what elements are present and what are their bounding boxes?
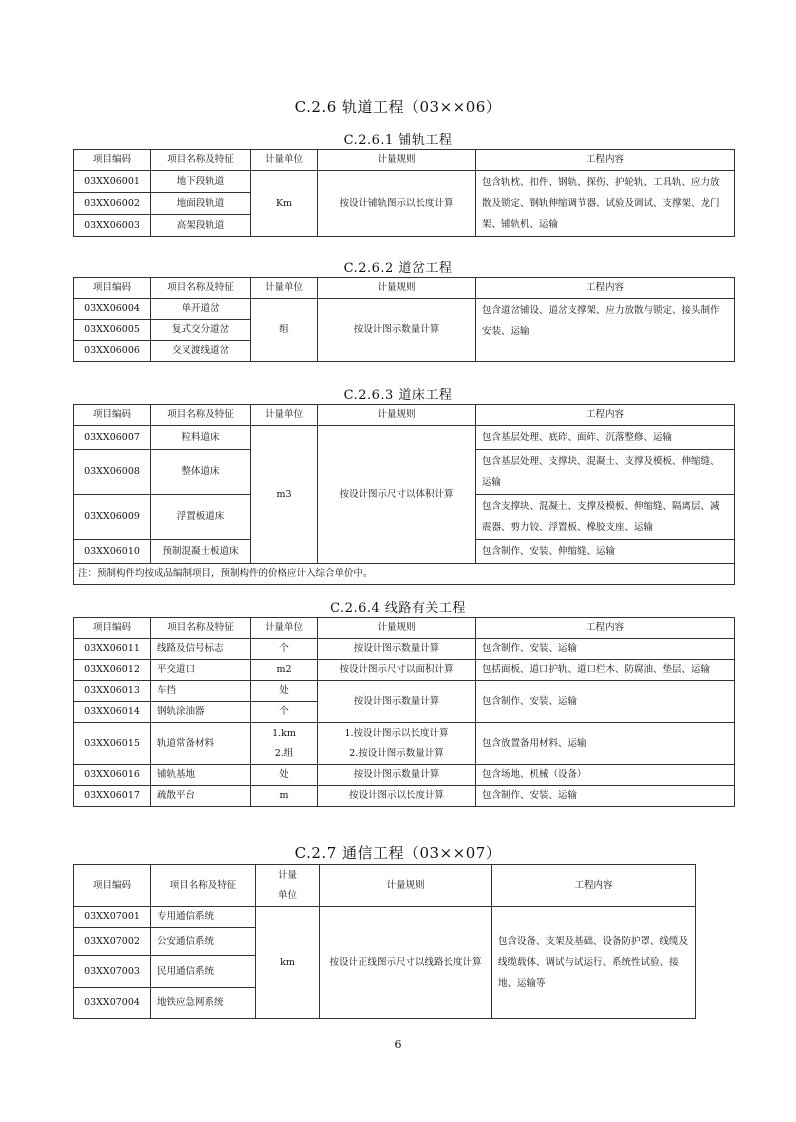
item-name: 线路及信号标志 [151, 639, 251, 660]
rule-line-1: 1.按设计图示以长度计算 [344, 727, 449, 739]
item-content: 包含道岔铺设、道岔支撑架、应力放散与锁定、接头制作安装、运输 [476, 299, 735, 362]
header-code: 项目编码 [74, 618, 151, 639]
table-note: 注：预制构件均按成品编制项目，预制构件的价格应计入综合单价中。 [74, 564, 735, 585]
turnout-table [73, 277, 735, 362]
item-unit: km [256, 907, 320, 1019]
item-unit: 个 [251, 639, 318, 660]
item-unit: m3 [251, 426, 318, 564]
item-code: 03XX06016 [74, 765, 151, 786]
item-code: 03XX06009 [74, 495, 151, 540]
line-related-table [73, 617, 735, 807]
item-code: 03XX06007 [74, 426, 151, 450]
item-rule: 按设计图示数量计算 [318, 639, 476, 660]
item-rule: 按设计图示数量计算 [318, 765, 476, 786]
item-code: 03XX06005 [74, 320, 151, 341]
item-name: 整体道床 [151, 450, 251, 495]
rule-line-2: 2.按设计图示数量计算 [349, 747, 444, 759]
communication-table [73, 864, 696, 1019]
header-unit: 计量单位 [251, 618, 318, 639]
item-unit [251, 723, 318, 765]
table-row [74, 765, 735, 786]
item-name: 预制混凝土板道床 [151, 540, 251, 564]
table-row [74, 299, 735, 320]
item-unit: 组 [251, 299, 318, 362]
item-content: 包含制作、安装、运输 [476, 681, 735, 723]
item-name: 民用通信系统 [151, 956, 256, 988]
item-name: 复式交分道岔 [151, 320, 251, 341]
item-code: 03XX06011 [74, 639, 151, 660]
header-code: 项目编码 [74, 865, 151, 907]
item-content: 包括面板、道口护轨、道口栏木、防腐油、垫层、运输 [476, 660, 735, 681]
item-code: 03XX06013 [74, 681, 151, 702]
item-content: 包含制作、安装、运输 [476, 786, 735, 807]
item-code: 03XX06006 [74, 341, 151, 362]
item-name: 钢轨涂油器 [151, 702, 251, 723]
section-title-c27: C.2.7 通信工程（03××07） [294, 844, 502, 862]
item-name: 铺轨基地 [151, 765, 251, 786]
item-content: 包含放置备用材料、运输 [476, 723, 735, 765]
item-code: 03XX06002 [74, 193, 151, 215]
item-unit: 处 [251, 765, 318, 786]
item-name: 高架段轨道 [151, 215, 251, 237]
item-name: 平交道口 [151, 660, 251, 681]
table-row [74, 171, 735, 193]
unit-line-1: 1.km [272, 727, 296, 739]
item-code: 03XX07003 [74, 956, 151, 988]
table-row [74, 907, 696, 928]
item-code: 03XX06014 [74, 702, 151, 723]
header-name: 项目名称及特征 [151, 405, 251, 426]
item-name: 单开道岔 [151, 299, 251, 320]
header-content: 工程内容 [476, 150, 735, 171]
table-row [74, 426, 735, 450]
item-code: 03XX06001 [74, 171, 151, 193]
header-rule: 计量规则 [318, 405, 476, 426]
section-title-c26: C.2.6 轨道工程（03××06） [294, 98, 502, 116]
table-row [74, 723, 735, 765]
item-code: 03XX06003 [74, 215, 151, 237]
item-name: 疏散平台 [151, 786, 251, 807]
track-laying-table [73, 149, 735, 237]
unit-line-2: 2.组 [274, 747, 294, 759]
table-title-track-laying: C.2.6.1 铺轨工程 [343, 133, 453, 148]
table-row [74, 786, 735, 807]
item-code: 03XX06004 [74, 299, 151, 320]
header-content: 工程内容 [476, 405, 735, 426]
item-code: 03XX06008 [74, 450, 151, 495]
item-rule: 按设计图示尺寸以面积计算 [318, 660, 476, 681]
header-name: 项目名称及特征 [151, 150, 251, 171]
item-name: 粒料道床 [151, 426, 251, 450]
item-unit: 处 [251, 681, 318, 702]
table-note-row [74, 564, 735, 585]
header-unit: 计量单位 [251, 405, 318, 426]
table-title-turnout: C.2.6.2 道岔工程 [343, 261, 453, 276]
header-content: 工程内容 [492, 865, 696, 907]
header-rule: 计量规则 [320, 865, 492, 907]
page-number: 6 [394, 1038, 402, 1051]
header-unit: 计量单位 [251, 278, 318, 299]
item-content: 包含轨枕、扣件、钢轨、探伤、护轮轨、工具轨、应力放散及锁定、钢轨伸缩调节器、试验及调试、支撑架、龙门架、铺轨机、运输 [476, 171, 735, 237]
item-rule: 按设计铺轨图示以长度计算 [318, 171, 476, 237]
header-name: 项目名称及特征 [151, 865, 256, 907]
item-content: 包含基层处理、支撑块、混凝土、支撑及模板、伸缩缝、运输 [476, 450, 735, 495]
table-row [74, 660, 735, 681]
item-name: 地下段轨道 [151, 171, 251, 193]
table-title-track-bed: C.2.6.3 道床工程 [343, 388, 453, 403]
item-code: 03XX06010 [74, 540, 151, 564]
item-name: 车挡 [151, 681, 251, 702]
header-name: 项目名称及特征 [151, 278, 251, 299]
item-code: 03XX06012 [74, 660, 151, 681]
item-name: 轨道常备材料 [151, 723, 251, 765]
header-name: 项目名称及特征 [151, 618, 251, 639]
item-content: 包含基层处理、底砟、面砟、沉落整修、运输 [476, 426, 735, 450]
header-unit: 计量单位 [251, 150, 318, 171]
item-content: 包含制作、安装、运输 [476, 639, 735, 660]
item-content: 包含设备、支架及基础、设备防护罩、线缆及线缆载体、调试与试运行、系统性试验、接地、运输等 [492, 907, 696, 1019]
header-unit [256, 865, 320, 907]
item-unit: Km [251, 171, 318, 237]
item-name: 地铁应急网系统 [151, 988, 256, 1019]
item-unit: 个 [251, 702, 318, 723]
item-name: 交叉渡线道岔 [151, 341, 251, 362]
item-code: 03XX07004 [74, 988, 151, 1019]
item-code: 03XX06017 [74, 786, 151, 807]
item-name: 浮置板道床 [151, 495, 251, 540]
track-bed-table [73, 404, 735, 585]
item-content: 包含制作、安装、伸缩缝、运输 [476, 540, 735, 564]
table-title-line-related: C.2.6.4 线路有关工程 [330, 601, 466, 616]
header-rule: 计量规则 [318, 618, 476, 639]
item-rule: 按设计图示数量计算 [318, 299, 476, 362]
item-content: 包含支撑块、混凝土、支撑及模板、伸缩缝、隔离层、减震器、剪力铰、浮置板、橡胶支座、运输 [476, 495, 735, 540]
header-code: 项目编码 [74, 150, 151, 171]
header-content: 工程内容 [476, 278, 735, 299]
item-code: 03XX07002 [74, 928, 151, 956]
table-row [74, 639, 735, 660]
item-name: 公安通信系统 [151, 928, 256, 956]
header-unit-line-2: 单位 [277, 889, 297, 901]
header-unit-line-1: 计量 [277, 869, 297, 881]
item-rule: 按设计图示尺寸以体积计算 [318, 426, 476, 564]
item-unit: m [251, 786, 318, 807]
header-rule: 计量规则 [318, 278, 476, 299]
header-code: 项目编码 [74, 405, 151, 426]
item-rule: 按设计图示数量计算 [318, 681, 476, 723]
item-rule [318, 723, 476, 765]
header-code: 项目编码 [74, 278, 151, 299]
item-unit: m2 [251, 660, 318, 681]
item-content: 包含场地、机械（设备） [476, 765, 735, 786]
header-content: 工程内容 [476, 618, 735, 639]
item-name: 专用通信系统 [151, 907, 256, 928]
item-rule: 按设计图示以长度计算 [318, 786, 476, 807]
item-name: 地面段轨道 [151, 193, 251, 215]
item-code: 03XX06015 [74, 723, 151, 765]
item-rule: 按设计正线图示尺寸以线路长度计算 [320, 907, 492, 1019]
item-code: 03XX07001 [74, 907, 151, 928]
table-row [74, 681, 735, 702]
header-rule: 计量规则 [318, 150, 476, 171]
